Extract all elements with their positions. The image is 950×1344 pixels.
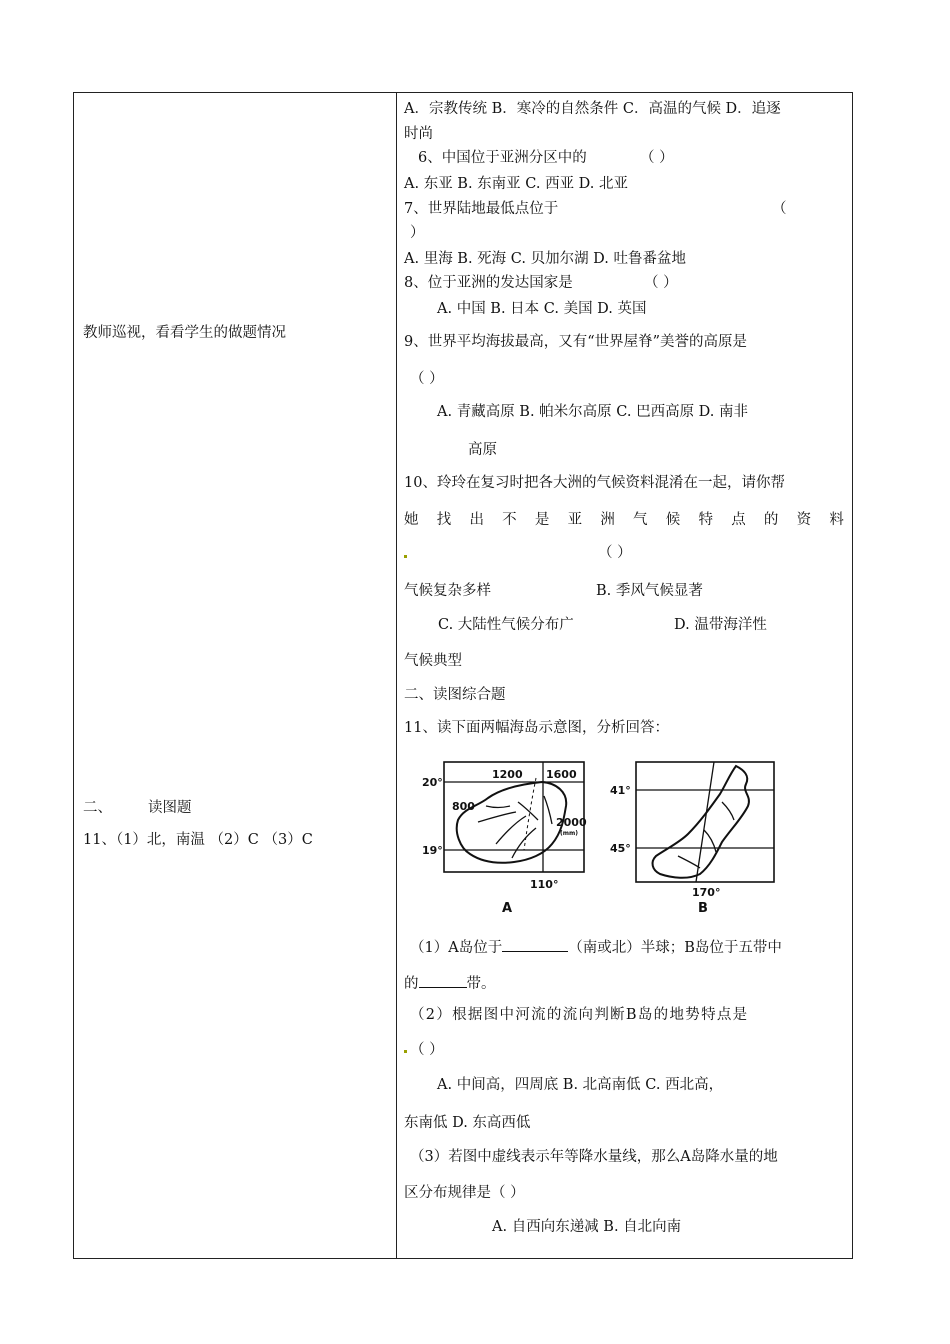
q10-line2-char: 料: [829, 512, 844, 528]
q10-line2-char: 资: [796, 512, 812, 528]
q10-line2-char: 亚: [567, 512, 583, 528]
map-a-iso-1600: 1600: [546, 768, 577, 781]
map-a-iso-2000: 2000: [556, 816, 587, 829]
q11-3-line1: （3）若图中虚线表示年等降水量线，那么A岛降水量的地: [410, 1149, 778, 1165]
map-a-unit: (mm): [560, 830, 578, 837]
q10-option-d-cont: 气候典型: [404, 653, 462, 669]
q9-stem: 9、世界平均海拔最高，又有“世界屋脊”美誉的高原是: [404, 334, 748, 350]
q11-1-part-b: （南或北）半球；B岛位于五带中: [568, 940, 782, 956]
q11-1-line2: [404, 973, 496, 993]
q10-option-a: 气候复杂多样: [404, 583, 491, 599]
map-a-lat-top-label: 20°: [422, 776, 443, 789]
q6-options: A. 东亚 B. 东南亚 C. 西亚 D. 北亚: [404, 176, 629, 192]
q11-1-part-a: （1）A岛位于: [410, 940, 503, 956]
q11-1-blank-hemisphere[interactable]: [502, 937, 568, 952]
q11-3-options: A. 自西向东递减 B. 自北向南: [492, 1219, 682, 1235]
q10-line2-char: 的: [763, 512, 779, 528]
map-b-lat-bottom-label: 45°: [610, 842, 631, 855]
q11-3-line2: 区分布规律是（ ）: [404, 1185, 525, 1201]
q10-line2-char: 是: [534, 512, 550, 528]
map-a-label: A: [502, 901, 513, 916]
q10-line1: 10、玲玲在复习时把各大洲的气候资料混淆在一起，请你帮: [404, 475, 785, 491]
q9-options-line2: 高原: [468, 442, 497, 458]
q8-paren: （ ）: [644, 275, 678, 291]
decorative-dot: [404, 1050, 407, 1053]
q9-options-line1: A. 青藏高原 B. 帕米尔高原 C. 巴西高原 D. 南非: [437, 404, 749, 420]
map-a-iso-1200: 1200: [492, 768, 523, 781]
q10-option-d: D. 温带海洋性: [674, 617, 767, 633]
map-a-iso-800: 800: [452, 800, 475, 813]
q10-line2-char: 特: [698, 512, 713, 528]
q6-stem: 6、中国位于亚洲分区中的: [418, 150, 587, 166]
q8-stem: 8、位于亚洲的发达国家是: [404, 275, 573, 291]
left-section-number: 二、: [83, 800, 112, 816]
q7-options: A. 里海 B. 死海 C. 贝加尔湖 D. 吐鲁番盆地: [404, 251, 687, 267]
q6-paren: （ ）: [640, 150, 674, 166]
map-a-isohyet: [524, 778, 536, 850]
map-b-label: B: [698, 901, 708, 916]
q7-paren-close: ）: [410, 225, 425, 241]
q11-1-line1: [410, 937, 782, 957]
q11-2-line1: （2）根据图中河流的流向判断B岛的地势特点是: [410, 1007, 749, 1023]
q10-line2-char: 找: [436, 512, 452, 528]
q10-line2-char: 气: [633, 512, 648, 528]
q11-2-options: A. 中间高，四周底 B. 北高南低 C. 西北高，: [437, 1077, 724, 1093]
q5-options-line1: A．宗教传统 B．寒冷的自然条件 C．高温的气候 D．追逐: [404, 101, 781, 117]
left-section-title: 读图题: [148, 800, 192, 816]
map-a-lon-label: 110°: [530, 878, 559, 891]
answer-11: 11、（1）北，南温 （2）C （3）C: [83, 832, 313, 848]
q10-option-b: B. 季风气候显著: [596, 583, 703, 599]
q8-options: A. 中国 B. 日本 C. 美国 D. 英国: [437, 301, 647, 317]
map-b-lon-label: 170°: [692, 886, 721, 899]
q11-2-options-cont: 东南低 D. 东高西低: [404, 1115, 531, 1131]
q10-option-c: C. 大陆性气候分布广: [438, 617, 574, 633]
q10-line2-char: 不: [502, 512, 517, 528]
q10-line2: [404, 511, 844, 529]
decorative-dot: [404, 555, 407, 558]
q11-2-paren: （ ）: [410, 1042, 444, 1058]
q9-paren: （ ）: [410, 371, 444, 387]
map-a-lat-bottom-label: 19°: [422, 844, 443, 857]
q11-1-part-d: 带。: [466, 976, 496, 992]
teacher-note: 教师巡视，看看学生的做题情况: [83, 325, 286, 341]
q11-1-part-c: 的: [404, 976, 419, 992]
q5-options-line2: 时尚: [404, 126, 433, 142]
map-b-coastline: [653, 766, 749, 878]
q11-1-blank-zone[interactable]: [419, 973, 467, 988]
q10-line2-char: 点: [731, 512, 746, 528]
q10-line2-char: 出: [469, 512, 484, 528]
q7-paren-open: （: [772, 201, 787, 217]
map-a-rivers: [478, 796, 552, 858]
section2-title: 二、读图综合题: [404, 687, 506, 703]
column-divider: [396, 92, 397, 1259]
map-b-lat-top-label: 41°: [610, 784, 631, 797]
island-map-b: [608, 758, 778, 918]
q10-paren: （ ）: [598, 545, 632, 561]
q10-line2-char: 她: [404, 512, 419, 528]
island-map-a: [416, 758, 596, 918]
q11-stem: 11、读下面两幅海岛示意图，分析回答：: [404, 720, 669, 736]
q10-line2-char: 洲: [600, 512, 615, 528]
q10-line2-char: 候: [665, 512, 681, 528]
q7-stem: 7、世界陆地最低点位于: [404, 201, 559, 217]
